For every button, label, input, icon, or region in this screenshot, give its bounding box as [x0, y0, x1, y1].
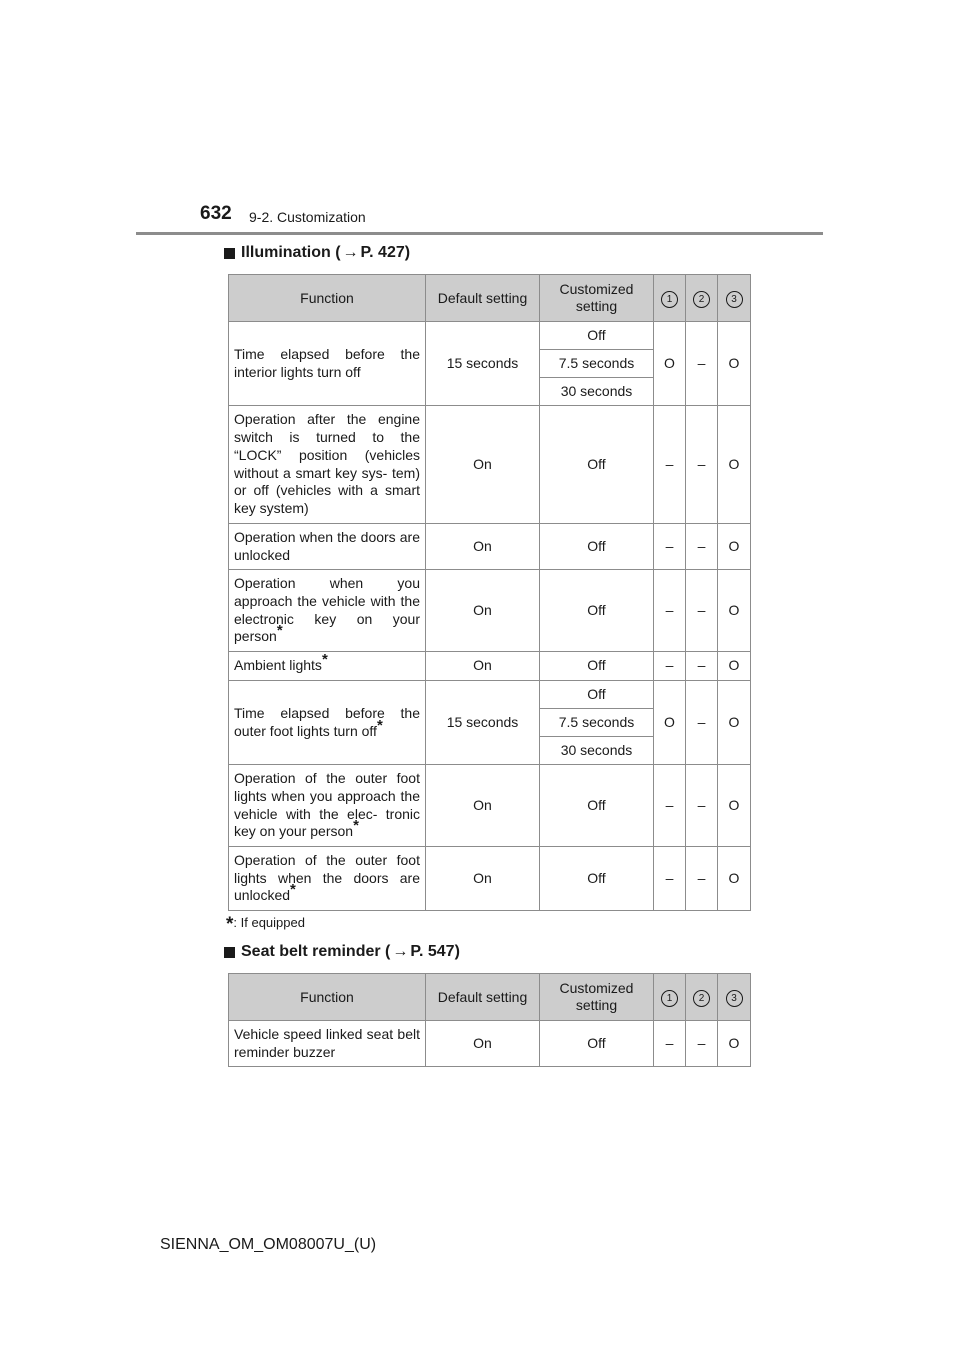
circled-number-2-icon: 2 — [693, 291, 710, 308]
column-header-3 — [718, 974, 751, 1021]
function-cell — [229, 681, 426, 765]
col2-cell: – — [686, 765, 718, 847]
column-header-3 — [718, 275, 751, 322]
illumination-table — [228, 274, 751, 911]
col1-cell: O — [654, 322, 686, 406]
default-cell: On — [426, 765, 540, 847]
custom-cell: 7.5 seconds — [540, 350, 654, 378]
default-cell: On — [426, 570, 540, 652]
document-code: SIENNA_OM_OM08007U_(U) — [160, 1236, 377, 1253]
table-row — [229, 847, 751, 911]
col1-cell: – — [654, 765, 686, 847]
col2-cell: – — [686, 681, 718, 765]
function-cell — [229, 847, 426, 911]
function-text: Ambient lights — [234, 657, 322, 674]
column-header-2 — [686, 974, 718, 1021]
table-row — [229, 322, 751, 350]
col3-cell: O — [718, 524, 751, 570]
chapter-title: 9-2. Customization — [249, 209, 366, 225]
default-cell: On — [426, 524, 540, 570]
col2-cell: – — [686, 322, 718, 406]
table-row — [229, 570, 751, 652]
col3-cell: O — [718, 681, 751, 765]
custom-cell: Off — [540, 322, 654, 350]
col3-cell: O — [718, 847, 751, 911]
table-row — [229, 406, 751, 524]
col2-cell: – — [686, 652, 718, 681]
table-header-row — [229, 275, 751, 322]
table-row — [229, 524, 751, 570]
col1-cell: – — [654, 652, 686, 681]
default-cell: On — [426, 1021, 540, 1067]
default-cell: On — [426, 847, 540, 911]
bullet-square-icon — [224, 248, 235, 259]
col1-cell: – — [654, 847, 686, 911]
col2-cell: – — [686, 1021, 718, 1067]
column-header-2 — [686, 275, 718, 322]
arrow-right-icon: → — [392, 943, 409, 960]
col1-cell: – — [654, 406, 686, 524]
function-cell — [229, 570, 426, 652]
col2-cell: – — [686, 847, 718, 911]
section-heading-seat-belt — [224, 943, 460, 961]
col2-cell: – — [686, 406, 718, 524]
custom-cell: Off — [540, 847, 654, 911]
column-header-function: Function — [229, 275, 426, 322]
custom-cell: Off — [540, 570, 654, 652]
custom-cell: Off — [540, 524, 654, 570]
footnote-asterisk: * — [226, 914, 234, 935]
bullet-square-icon — [224, 947, 235, 958]
default-cell: 15 seconds — [426, 681, 540, 765]
circled-number-1-icon: 1 — [661, 291, 678, 308]
footnote-text: : If equipped — [233, 915, 305, 930]
custom-cell: 30 seconds — [540, 378, 654, 406]
custom-cell: Off — [540, 406, 654, 524]
header-rule — [136, 232, 823, 235]
page-reference[interactable]: P. 427) — [360, 244, 411, 261]
function-cell: Operation after the engine switch is turned to the “LOCK” position (vehicles without a smart key sys- tem) or off (vehicles with a smart key system) — [229, 406, 426, 524]
table-row — [229, 1021, 751, 1067]
default-cell: 15 seconds — [426, 322, 540, 406]
column-header-1 — [654, 974, 686, 1021]
table-header-row — [229, 974, 751, 1021]
page-reference[interactable]: P. 547) — [410, 943, 460, 960]
column-header-customized: Customized setting — [540, 974, 654, 1021]
asterisk-marker: * — [376, 716, 383, 734]
asterisk-marker: * — [353, 817, 359, 835]
asterisk-marker: * — [276, 622, 283, 640]
arrow-right-icon: → — [342, 244, 359, 261]
col1-cell: – — [654, 1021, 686, 1067]
function-text: Operation of the outer foot lights when the doors are unlocked — [234, 851, 420, 904]
column-header-function: Function — [229, 974, 426, 1021]
function-cell: Time elapsed before the interior lights turn off — [229, 322, 426, 406]
section-heading-illumination — [224, 244, 410, 262]
function-cell — [229, 765, 426, 847]
col3-cell: O — [718, 1021, 751, 1067]
function-text: Operation when you approach the vehicle with the electronic key on your person — [234, 574, 420, 645]
function-cell: Vehicle speed linked seat belt reminder buzzer — [229, 1021, 426, 1067]
col3-cell: O — [718, 406, 751, 524]
col1-cell: O — [654, 681, 686, 765]
custom-cell: 7.5 seconds — [540, 709, 654, 737]
col2-cell: – — [686, 570, 718, 652]
column-header-1 — [654, 275, 686, 322]
col3-cell: O — [718, 652, 751, 681]
col3-cell: O — [718, 570, 751, 652]
col1-cell: – — [654, 570, 686, 652]
default-cell: On — [426, 652, 540, 681]
section-heading-text: Seat belt reminder ( — [241, 943, 391, 960]
col1-cell: – — [654, 524, 686, 570]
section-heading-text: Illumination ( — [241, 244, 341, 261]
column-header-customized: Customized setting — [540, 275, 654, 322]
default-cell: On — [426, 406, 540, 524]
page-number: 632 — [200, 203, 232, 224]
table-row — [229, 765, 751, 847]
table-row — [229, 652, 751, 681]
circled-number-2-icon: 2 — [693, 990, 710, 1007]
column-header-default: Default setting — [426, 974, 540, 1021]
custom-cell: 30 seconds — [540, 737, 654, 765]
function-cell — [229, 652, 426, 681]
table-row — [229, 681, 751, 709]
col2-cell: – — [686, 524, 718, 570]
custom-cell: Off — [540, 1021, 654, 1067]
custom-cell: Off — [540, 681, 654, 709]
seat-belt-reminder-table — [228, 973, 751, 1067]
custom-cell: Off — [540, 652, 654, 681]
circled-number-3-icon: 3 — [726, 291, 743, 308]
circled-number-3-icon: 3 — [726, 990, 743, 1007]
asterisk-marker: * — [290, 881, 296, 899]
asterisk-marker: * — [321, 651, 328, 669]
column-header-default: Default setting — [426, 275, 540, 322]
col3-cell: O — [718, 765, 751, 847]
circled-number-1-icon: 1 — [661, 990, 678, 1007]
footnote — [226, 914, 305, 936]
function-text: Operation of the outer foot lights when you approach the vehicle with the elec- tronic key on your person — [234, 769, 420, 840]
function-cell: Operation when the doors are unlocked — [229, 524, 426, 570]
function-text: Time elapsed before the outer foot lights turn off — [234, 704, 420, 739]
custom-cell: Off — [540, 765, 654, 847]
col3-cell: O — [718, 322, 751, 406]
